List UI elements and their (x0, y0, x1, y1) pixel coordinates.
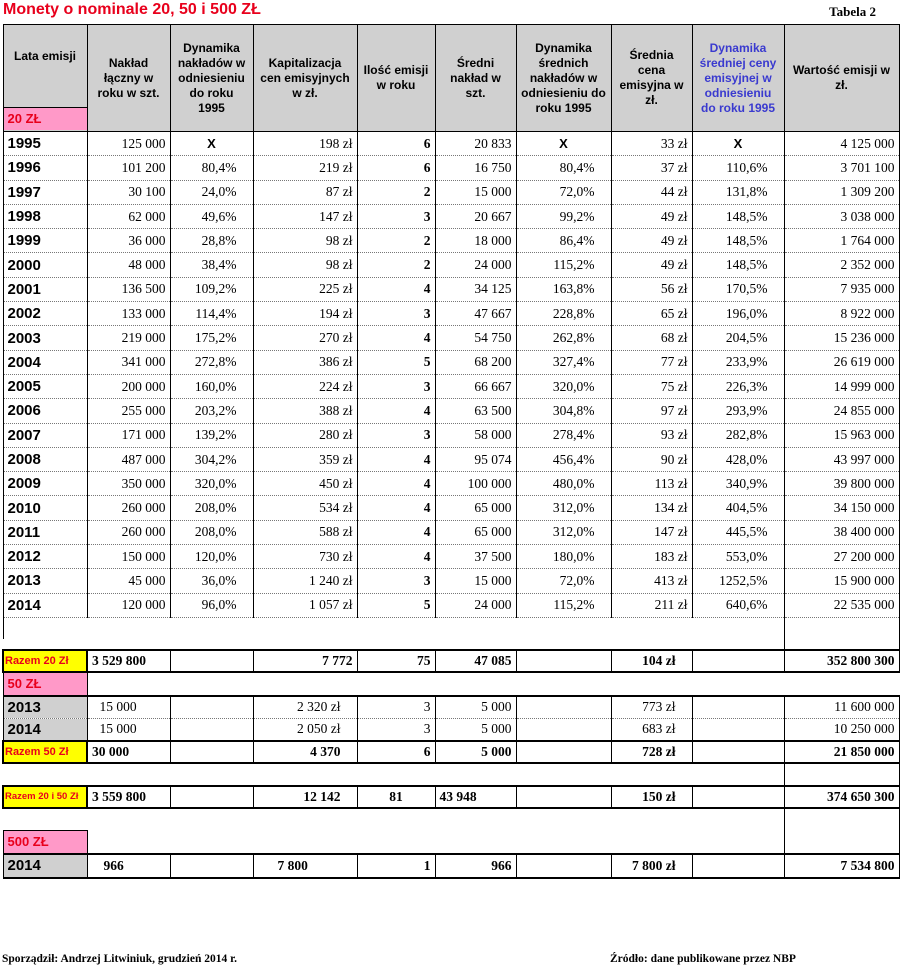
page-title: Monety o nominale 20, 50 i 500 ZŁ (3, 1, 261, 18)
cell-value: X (692, 132, 784, 156)
cell-value: 262,8% (516, 326, 611, 350)
cell-value: 7 935 000 (784, 277, 899, 301)
cell-year: 2008 (3, 447, 87, 471)
table-row (3, 374, 899, 398)
cell-value: 15 236 000 (784, 326, 899, 350)
sum-20-50zl-row (3, 786, 899, 808)
cell-value: 65 000 (435, 496, 516, 520)
cell-value: 450 zł (253, 472, 357, 496)
header-years: Lata emisji 20 ZŁ (3, 25, 87, 132)
cell-value: 101 200 (87, 156, 170, 180)
cell-value: 115,2% (516, 253, 611, 277)
table-row (3, 593, 899, 617)
header-srednia-cena: Średnia cena emisyjna w zł. (611, 25, 692, 132)
cell-value: 4 (357, 447, 435, 471)
cell-value: 225 zł (253, 277, 357, 301)
sum-50zl-row (3, 741, 899, 763)
cell-value: 80,4% (516, 156, 611, 180)
cell-value: 255 000 (87, 399, 170, 423)
label-50zl: 50 ZŁ (3, 672, 87, 696)
cell-value: 404,5% (692, 496, 784, 520)
cell-value: 4 (357, 472, 435, 496)
cell-value: 320,0% (170, 472, 253, 496)
cell-value: 62 000 (87, 204, 170, 228)
cell-value: 16 750 (435, 156, 516, 180)
cell-value: 43 997 000 (784, 447, 899, 471)
cell-year: 1995 (3, 132, 87, 156)
cell-value: 120,0% (170, 545, 253, 569)
cell-value: 63 500 (435, 399, 516, 423)
table-row (3, 302, 899, 326)
cell-value: 24 000 (435, 593, 516, 617)
sum-20zl-wartosc: 352 800 300 (784, 650, 899, 672)
cell-value: 312,0% (516, 520, 611, 544)
cell-value: 65 zł (611, 302, 692, 326)
cell-value: 37 zł (611, 156, 692, 180)
cell-value: 327,4% (516, 350, 611, 374)
sum-20-50zl-sredni: 43 948 (435, 786, 516, 808)
row-500zl-sredni: 966 (435, 854, 516, 878)
table-number: Tabela 2 (829, 4, 876, 19)
cell-value: 39 800 000 (784, 472, 899, 496)
cell-value: 203,2% (170, 399, 253, 423)
cell-value: 54 750 (435, 326, 516, 350)
cell-value: 47 667 (435, 302, 516, 326)
cell-value: 34 125 (435, 277, 516, 301)
table-row (3, 472, 899, 496)
cell-value: 3 701 100 (784, 156, 899, 180)
cell-value: 340,9% (692, 472, 784, 496)
cell-value: 49 zł (611, 253, 692, 277)
table-row (3, 696, 899, 719)
cell-value: 93 zł (611, 423, 692, 447)
cell-value: 487 000 (87, 447, 170, 471)
cell-value: 5 000 (435, 718, 516, 741)
cell-value: 38,4% (170, 253, 253, 277)
cell-value: 1 057 zł (253, 593, 357, 617)
cell-value: 68 zł (611, 326, 692, 350)
cell-value: 4 125 000 (784, 132, 899, 156)
cell-value: 386 zł (253, 350, 357, 374)
cell-value: 200 000 (87, 374, 170, 398)
cell-value: 109,2% (170, 277, 253, 301)
sum-50zl-cena: 728 zł (611, 741, 692, 763)
cell-year: 2003 (3, 326, 87, 350)
cell-value: 100 000 (435, 472, 516, 496)
table-row (3, 423, 899, 447)
cell-value: 20 833 (435, 132, 516, 156)
sum-20-50zl-kap: 12 142 (253, 786, 357, 808)
cell-value: X (516, 132, 611, 156)
rows-20zl (3, 132, 899, 618)
cell-value: 58 000 (435, 423, 516, 447)
cell-value: 30 100 (87, 180, 170, 204)
sum-20zl-label: Razem 20 Zł (3, 650, 87, 672)
cell-value: 208,0% (170, 520, 253, 544)
cell-value: 28,8% (170, 229, 253, 253)
cell-value: 270 zł (253, 326, 357, 350)
sum-20-50zl-cena: 150 zł (611, 786, 692, 808)
cell-value: 120 000 (87, 593, 170, 617)
cell-value: 133 000 (87, 302, 170, 326)
cell-value: 428,0% (692, 447, 784, 471)
cell-value: 480,0% (516, 472, 611, 496)
cell-value: 1252,5% (692, 569, 784, 593)
cell-value: 553,0% (692, 545, 784, 569)
cell-value: 38 400 000 (784, 520, 899, 544)
cell-year: 1998 (3, 204, 87, 228)
cell-value: 113 zł (611, 472, 692, 496)
table-row (3, 253, 899, 277)
cell-value: 208,0% (170, 496, 253, 520)
cell-value: 125 000 (87, 132, 170, 156)
cell-value: 15 000 (87, 696, 170, 719)
cell-value: 2 320 zł (253, 696, 357, 719)
cell-value: 180,0% (516, 545, 611, 569)
cell-value: 72,0% (516, 569, 611, 593)
cell-value: 18 000 (435, 229, 516, 253)
cell-value: 278,4% (516, 423, 611, 447)
cell-value: 4 (357, 399, 435, 423)
cell-value: 233,9% (692, 350, 784, 374)
sum-50zl-sredni: 5 000 (435, 741, 516, 763)
cell-value: 87 zł (253, 180, 357, 204)
cell-value: 2 (357, 253, 435, 277)
cell-year: 2006 (3, 399, 87, 423)
cell-value: 65 000 (435, 520, 516, 544)
cell-value: 160,0% (170, 374, 253, 398)
label-20zl: 20 ZŁ (4, 107, 87, 130)
cell-year: 2009 (3, 472, 87, 496)
cell-value: 80,4% (170, 156, 253, 180)
header-sredni-naklad: Średni nakład w szt. (435, 25, 516, 132)
sum-20zl-ilosc: 75 (357, 650, 435, 672)
cell-value: 219 zł (253, 156, 357, 180)
cell-value: 48 000 (87, 253, 170, 277)
row-500zl-wartosc: 7 534 800 (784, 854, 899, 878)
table-row (3, 277, 899, 301)
label-500zl: 500 ZŁ (3, 830, 87, 854)
cell-value: 147 zł (253, 204, 357, 228)
sum-20-50zl-naklad: 3 559 800 (87, 786, 170, 808)
cell-value: 15 963 000 (784, 423, 899, 447)
cell-value: 148,5% (692, 253, 784, 277)
cell-value: 3 (357, 569, 435, 593)
cell-value: 97 zł (611, 399, 692, 423)
sum-20zl-naklad: 3 529 800 (87, 650, 170, 672)
footer-author: Sporządził: Andrzej Litwiniuk, grudzień 2014 r. (2, 953, 238, 965)
cell-value: 3 (357, 423, 435, 447)
row-500zl-cena: 7 800 zł (611, 854, 692, 878)
cell-value: 4 (357, 277, 435, 301)
cell-value: 163,8% (516, 277, 611, 301)
cell-value: 110,6% (692, 156, 784, 180)
cell-value: 228,8% (516, 302, 611, 326)
cell-year: 2013 (3, 696, 87, 719)
cell-value: 148,5% (692, 204, 784, 228)
cell-value: 3 038 000 (784, 204, 899, 228)
cell-value: 114,4% (170, 302, 253, 326)
cell-year: 2010 (3, 496, 87, 520)
cell-value: 3 (357, 718, 435, 741)
cell-value: 219 000 (87, 326, 170, 350)
row-500zl-naklad: 966 (87, 854, 170, 878)
sum-20zl-cena: 104 zł (611, 650, 692, 672)
cell-value: 86,4% (516, 229, 611, 253)
cell-value: 304,2% (170, 447, 253, 471)
cell-value: 45 000 (87, 569, 170, 593)
cell-value: 293,9% (692, 399, 784, 423)
cell-value: 131,8% (692, 180, 784, 204)
cell-value: 20 667 (435, 204, 516, 228)
cell-year: 1997 (3, 180, 87, 204)
cell-value: 24,0% (170, 180, 253, 204)
cell-value: 5 000 (435, 696, 516, 719)
table-row (3, 569, 899, 593)
cell-year: 2000 (3, 253, 87, 277)
cell-value: 150 000 (87, 545, 170, 569)
cell-year: 2005 (3, 374, 87, 398)
cell-value: 15 900 000 (784, 569, 899, 593)
sum-50zl-ilosc: 6 (357, 741, 435, 763)
cell-value: 388 zł (253, 399, 357, 423)
sum-20zl-row (3, 650, 899, 672)
row-500zl (3, 854, 899, 878)
cell-value: 2 050 zł (253, 718, 357, 741)
cell-value: 282,8% (692, 423, 784, 447)
cell-value: 170,5% (692, 277, 784, 301)
cell-value: 34 150 000 (784, 496, 899, 520)
cell-value: 2 (357, 229, 435, 253)
cell-value: 413 zł (611, 569, 692, 593)
table-row (3, 229, 899, 253)
header-wartosc: Wartość emisji w zł. (784, 25, 899, 132)
table-row (3, 520, 899, 544)
cell-value: 72,0% (516, 180, 611, 204)
cell-value: 56 zł (611, 277, 692, 301)
sum-50zl-kap: 4 370 (253, 741, 357, 763)
cell-year: 2007 (3, 423, 87, 447)
cell-value: 15 000 (435, 569, 516, 593)
cell-value: 49,6% (170, 204, 253, 228)
cell-value: 730 zł (253, 545, 357, 569)
cell-value: 2 (357, 180, 435, 204)
cell-value: 134 zł (611, 496, 692, 520)
sum-20-50zl-ilosc: 81 (357, 786, 435, 808)
cell-value: 6 (357, 132, 435, 156)
cell-value: 36,0% (170, 569, 253, 593)
header-dynamika-ceny: Dynamika średniej ceny emisyjnej w odniesieniu do roku 1995 (692, 25, 784, 132)
cell-value: 194 zł (253, 302, 357, 326)
cell-value: 204,5% (692, 326, 784, 350)
cell-year: 2014 (3, 718, 87, 741)
cell-value: 445,5% (692, 520, 784, 544)
cell-value: 95 074 (435, 447, 516, 471)
cell-value: 75 zł (611, 374, 692, 398)
cell-value: 49 zł (611, 229, 692, 253)
cell-value: 4 (357, 545, 435, 569)
cell-year: 2002 (3, 302, 87, 326)
table-row (3, 204, 899, 228)
cell-value: 359 zł (253, 447, 357, 471)
cell-year: 2011 (3, 520, 87, 544)
cell-value: 4 (357, 496, 435, 520)
cell-value: 1 240 zł (253, 569, 357, 593)
cell-value: 320,0% (516, 374, 611, 398)
sum-50zl-wartosc: 21 850 000 (784, 741, 899, 763)
cell-value: 2 352 000 (784, 253, 899, 277)
cell-value: 98 zł (253, 253, 357, 277)
cell-value: 1 764 000 (784, 229, 899, 253)
cell-value: 6 (357, 156, 435, 180)
cell-value: 171 000 (87, 423, 170, 447)
cell-value: 8 922 000 (784, 302, 899, 326)
cell-value: 33 zł (611, 132, 692, 156)
cell-value: 136 500 (87, 277, 170, 301)
table-row (3, 496, 899, 520)
coins-table (2, 24, 900, 879)
sum-50zl-naklad: 30 000 (87, 741, 170, 763)
row-500zl-ilosc: 1 (357, 854, 435, 878)
cell-value: 534 zł (253, 496, 357, 520)
cell-value: 49 zł (611, 204, 692, 228)
cell-value: 640,6% (692, 593, 784, 617)
header-kapitalizacja: Kapitalizacja cen emisyjnych w zł. (253, 25, 357, 132)
header-ilosc: Ilość emisji w roku (357, 25, 435, 132)
cell-value: 44 zł (611, 180, 692, 204)
cell-value: 183 zł (611, 545, 692, 569)
cell-value: 36 000 (87, 229, 170, 253)
cell-value: 773 zł (611, 696, 692, 719)
cell-value: 98 zł (253, 229, 357, 253)
cell-value: 175,2% (170, 326, 253, 350)
table-row (3, 156, 899, 180)
cell-value: 148,5% (692, 229, 784, 253)
cell-value: 4 (357, 520, 435, 544)
cell-value: 3 (357, 696, 435, 719)
cell-value: 224 zł (253, 374, 357, 398)
cell-value: 312,0% (516, 496, 611, 520)
cell-value: 304,8% (516, 399, 611, 423)
cell-value: 15 000 (435, 180, 516, 204)
cell-value: 226,3% (692, 374, 784, 398)
cell-year: 2001 (3, 277, 87, 301)
sum-20zl-sredni: 47 085 (435, 650, 516, 672)
cell-value: 280 zł (253, 423, 357, 447)
header-dynamika-srednich: Dynamika średnich nakładów w odniesieniu do roku 1995 (516, 25, 611, 132)
table-row (3, 350, 899, 374)
cell-value: 27 200 000 (784, 545, 899, 569)
sum-20-50zl-wartosc: 374 650 300 (784, 786, 899, 808)
cell-value: 10 250 000 (784, 718, 899, 741)
cell-value: 22 535 000 (784, 593, 899, 617)
cell-value: 456,4% (516, 447, 611, 471)
cell-year: 2013 (3, 569, 87, 593)
table-row (3, 545, 899, 569)
cell-value: 15 000 (87, 718, 170, 741)
cell-value: 341 000 (87, 350, 170, 374)
cell-value: 4 (357, 326, 435, 350)
cell-value: 5 (357, 350, 435, 374)
cell-value: 77 zł (611, 350, 692, 374)
cell-value: 26 619 000 (784, 350, 899, 374)
cell-value: 5 (357, 593, 435, 617)
header-dynamika-nakladow: Dynamika nakładów w odniesieniu do roku 1995 (170, 25, 253, 132)
cell-value: 37 500 (435, 545, 516, 569)
cell-year: 1999 (3, 229, 87, 253)
cell-value: 24 855 000 (784, 399, 899, 423)
cell-year: 2004 (3, 350, 87, 374)
cell-value: 211 zł (611, 593, 692, 617)
cell-value: 683 zł (611, 718, 692, 741)
cell-value: 66 667 (435, 374, 516, 398)
cell-value: 24 000 (435, 253, 516, 277)
cell-value: 3 (357, 204, 435, 228)
cell-value: 14 999 000 (784, 374, 899, 398)
row-500zl-kap: 7 800 (253, 854, 357, 878)
cell-value: 272,8% (170, 350, 253, 374)
cell-year: 2012 (3, 545, 87, 569)
table-row (3, 180, 899, 204)
sum-20zl-kap: 7 772 (253, 650, 357, 672)
cell-value: 350 000 (87, 472, 170, 496)
table-row (3, 718, 899, 741)
cell-value: 147 zł (611, 520, 692, 544)
cell-value: 196,0% (692, 302, 784, 326)
cell-value: 3 (357, 302, 435, 326)
cell-value: 588 zł (253, 520, 357, 544)
cell-year: 2014 (3, 593, 87, 617)
cell-value: 139,2% (170, 423, 253, 447)
rows-50zl (3, 696, 899, 741)
cell-value: 11 600 000 (784, 696, 899, 719)
cell-value: 96,0% (170, 593, 253, 617)
cell-value: 198 zł (253, 132, 357, 156)
cell-value: 3 (357, 374, 435, 398)
cell-value: 260 000 (87, 520, 170, 544)
sum-50zl-label: Razem 50 Zł (3, 741, 87, 763)
sum-20-50zl-label: Razem 20 i 50 Zł (3, 786, 87, 808)
cell-value: 260 000 (87, 496, 170, 520)
header-naklad: Nakład łączny w roku w szt. (87, 25, 170, 132)
table-row (3, 447, 899, 471)
row-500zl-year: 2014 (3, 854, 87, 878)
cell-value: 115,2% (516, 593, 611, 617)
cell-value: 90 zł (611, 447, 692, 471)
cell-value: X (170, 132, 253, 156)
cell-value: 1 309 200 (784, 180, 899, 204)
table-row (3, 326, 899, 350)
cell-year: 1996 (3, 156, 87, 180)
cell-value: 68 200 (435, 350, 516, 374)
table-row (3, 132, 899, 156)
cell-value: 99,2% (516, 204, 611, 228)
footer-source: Źródło: dane publikowane przez NBP (610, 953, 796, 965)
table-row (3, 399, 899, 423)
